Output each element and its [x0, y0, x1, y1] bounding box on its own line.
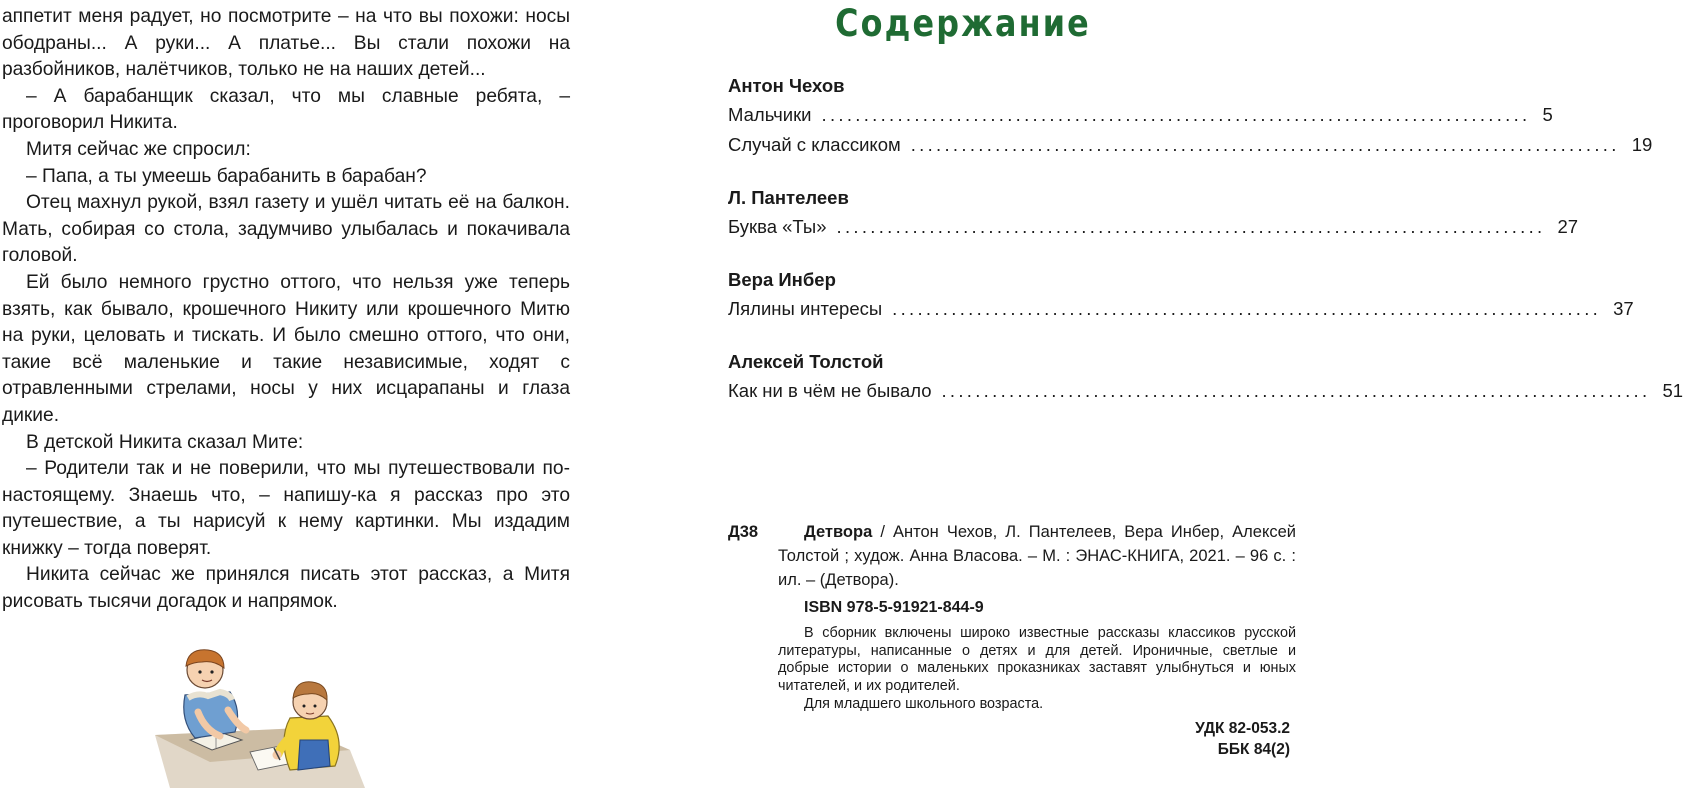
- catalog-entry-details: / Антон Чехов, Л. Пантелеев, Вера Инбер, Алексей Толстой ; худож. Анна Власова. – М. : ЭНАС-КНИГА, 2021. – 96 с. : ил. – (Детвора).: [778, 523, 1296, 589]
- toc-author: Алексей Толстой: [728, 351, 884, 372]
- toc-entry-page: 19: [1631, 134, 1653, 155]
- paragraph: – Папа, а ты умеешь барабанить в барабан?: [26, 165, 427, 187]
- toc-group: [728, 72, 1653, 160]
- left-page: [0, 0, 575, 798]
- toc-entry-title: Мальчики: [728, 104, 812, 125]
- isbn: ISBN 978-5-91921-844-9: [804, 599, 984, 616]
- book-title: Детвора: [804, 523, 873, 541]
- annotation-text: В сборник включены широко известные рассказы классиков русской литературы, написанные о детях и для детей. Ироничные, светлые и добрые истории о маленьких проказниках заставят улыбнуться и юных читателей, и их родителей.: [778, 625, 1296, 695]
- paragraph: Митя сейчас же спросил:: [26, 138, 251, 160]
- toc-group: [728, 266, 1634, 324]
- paragraph: В детской Никита сказал Мите:: [26, 431, 304, 453]
- udk-code: УДК 82-053.2: [1195, 720, 1290, 737]
- toc-group: [728, 348, 1683, 406]
- toc-author: Л. Пантелеев: [728, 187, 849, 208]
- toc-entry[interactable]: [728, 376, 1683, 406]
- paragraph: Ей было немного грустно оттого, что нельзя уже теперь взять, как бывало, крошечного Никиту или крошечного Митю на руки, целовать и тискать. И было смешно оттого, что они, такие всё маленькие и такие независимые, ходят с отравленными стрелами, носы у них исцарапаны и глаза дикие.: [2, 271, 570, 426]
- children-writing-illustration: [150, 640, 380, 790]
- toc-leader-dots: ....................................................................................: [941, 380, 1651, 401]
- toc-author: Вера Инбер: [728, 269, 836, 290]
- paragraph: – А барабанщик сказал, что мы славные ребята, – проговорил Никита.: [2, 85, 570, 134]
- toc-entry-title: Буква «Ты»: [728, 216, 827, 237]
- catalog-code: Д38: [728, 523, 759, 541]
- toc-entry-title: Случай с классиком: [728, 134, 901, 155]
- toc-entry-page: 51: [1662, 380, 1683, 401]
- annotation: [778, 625, 1296, 714]
- toc-entry-page: 5: [1542, 104, 1553, 125]
- toc-entry-page: 37: [1613, 298, 1634, 319]
- table-of-contents: [728, 72, 1683, 430]
- toc-group: [728, 184, 1579, 242]
- age-note: Для младшего школьного возраста.: [804, 695, 1044, 712]
- toc-entry[interactable]: [728, 100, 1553, 130]
- paragraph: аппетит меня радует, но посмотрите – на что вы похожи: носы ободраны... А руки... А платье... Вы стали похожи на разбойников, налётчиков, только не на наших детей...: [2, 6, 570, 81]
- toc-entry[interactable]: [728, 130, 1653, 160]
- catalog-entry: [778, 520, 1296, 592]
- toc-entry[interactable]: [728, 212, 1579, 242]
- toc-entry-title: Как ни в чём не бывало: [728, 380, 932, 401]
- toc-entry-page: 27: [1557, 216, 1579, 237]
- classification-codes: [1195, 718, 1290, 760]
- paragraph: Никита сейчас же принялся писать этот рассказ, а Митя рисовать тысячи догадок и напрямок.: [2, 564, 570, 613]
- toc-leader-dots: ....................................................................................: [910, 134, 1620, 155]
- paragraph: Отец махнул рукой, взял газету и ушёл читать её на балкон. Мать, собирая со стола, задумчиво улыбалась и покачивала головой.: [2, 192, 570, 267]
- story-text: [2, 4, 570, 616]
- toc-title: Содержание: [835, 2, 1091, 45]
- bbk-code: ББК 84(2): [1217, 741, 1290, 758]
- toc-author: Антон Чехов: [728, 75, 845, 96]
- toc-leader-dots: ....................................................................................: [821, 104, 1531, 125]
- toc-leader-dots: ....................................................................................: [892, 298, 1602, 319]
- toc-entry[interactable]: [728, 294, 1634, 324]
- toc-leader-dots: ....................................................................................: [836, 216, 1546, 237]
- toc-entry-title: Лялины интересы: [728, 298, 883, 319]
- right-page: [700, 0, 1683, 798]
- paragraph: – Родители так и не поверили, что мы путешествовали по-настоящему. Знаешь что, – напишу-ка я рассказ про это путешествие, а ты нарисуй к нему картинки. Мы издадим книжку – тогда поверят.: [2, 458, 570, 559]
